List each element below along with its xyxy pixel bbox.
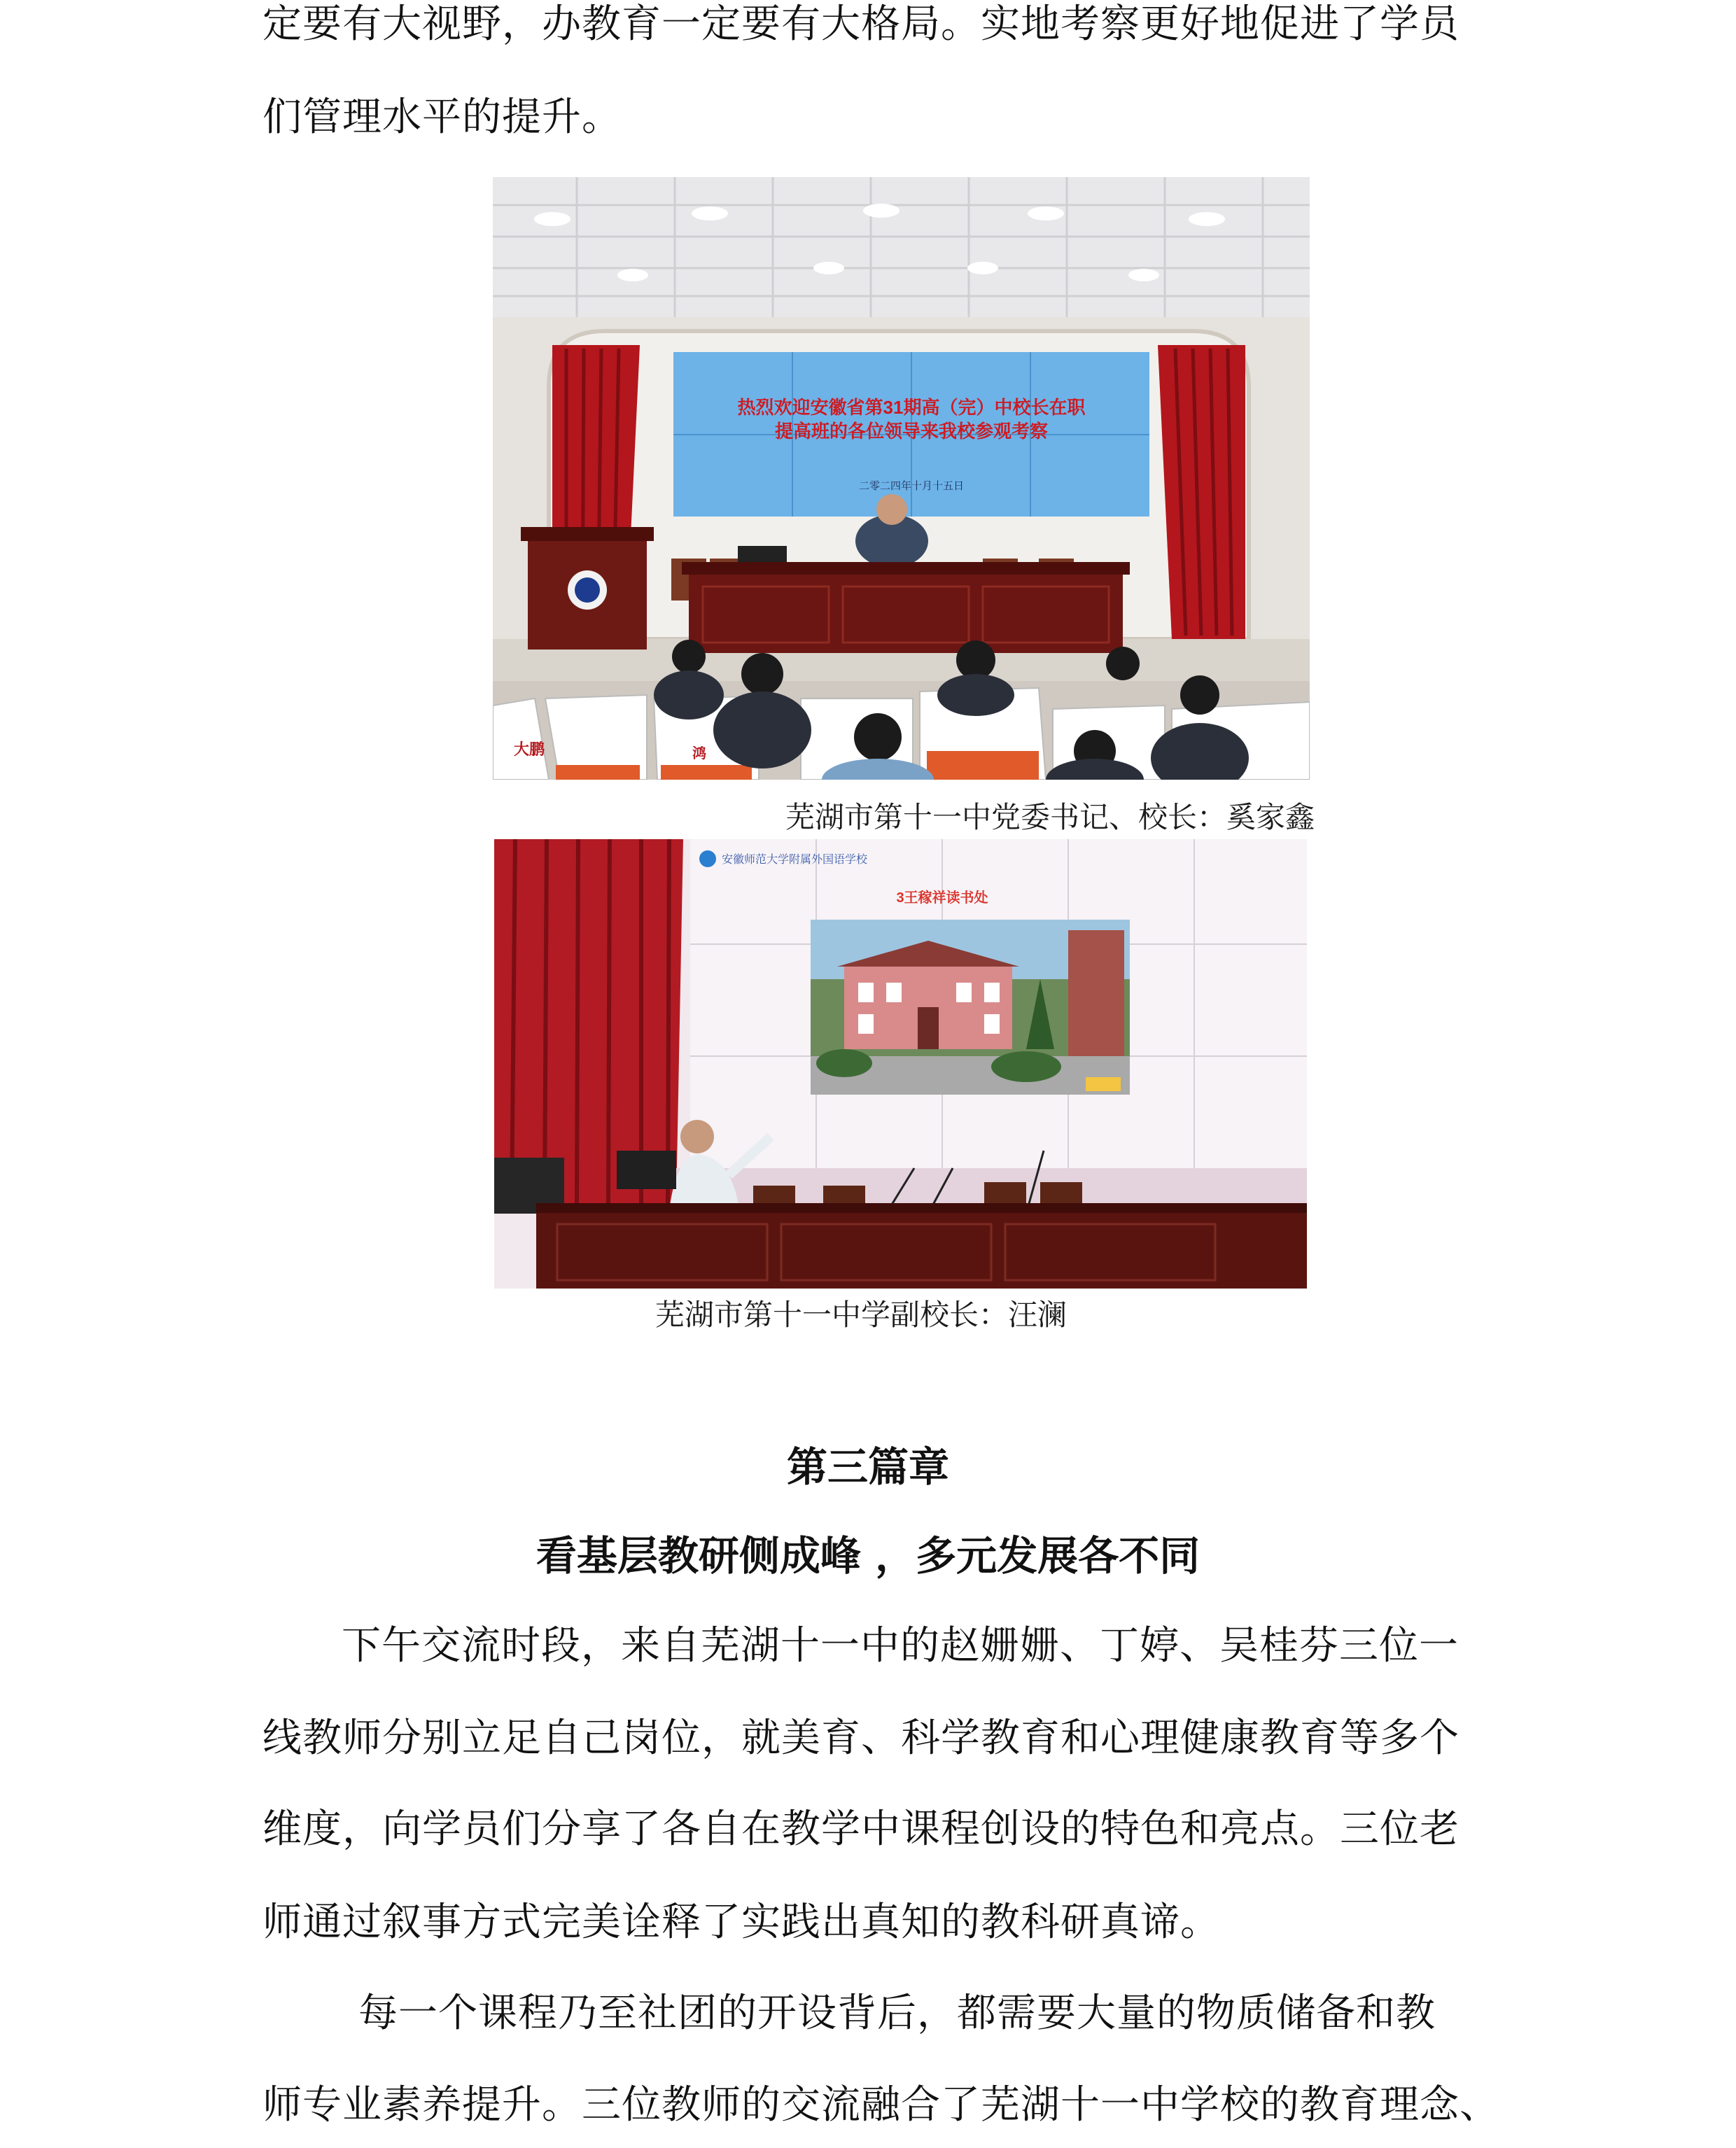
paragraph-1-line-1: 下午交流时段，来自芜湖十一中的赵姗姗、丁婷、吴桂芬三位一	[342, 1623, 1459, 1669]
photo-caption-1: 芜湖市第十一中党委书记、校长：奚家鑫	[785, 800, 1315, 834]
paragraph-2-line-1: 每一个课程乃至社团的开设背后，都需要大量的物质储备和教	[358, 1991, 1436, 2036]
paragraph-2-line-2: 师专业素养提升。三位教师的交流融合了芜湖十一中学校的教育理念、	[262, 2082, 1499, 2128]
intro-text-line-2: 们管理水平的提升。	[262, 94, 622, 140]
photo-caption-2: 芜湖市第十一中学副校长：汪澜	[655, 1298, 1068, 1332]
seat-label-1: 大鹏	[514, 740, 545, 758]
screen-date: 二零二四年十月十五日	[858, 480, 965, 492]
presentation-photo	[494, 839, 1307, 1289]
chapter-label: 第三篇章	[786, 1443, 949, 1491]
auditorium-photo	[493, 177, 1310, 780]
intro-text-line-1: 定要有大视野，办教育一定要有大格局。实地考察更好地促进了学员	[262, 1, 1460, 47]
screen-welcome-line-2: 提高班的各位领导来我校参观考察	[774, 421, 1049, 442]
paragraph-1-line-3: 维度，向学员们分享了各自在教学中课程创设的特色和亮点。三位老	[262, 1806, 1460, 1852]
slide-header: 安徽师范大学附属外国语学校	[722, 854, 868, 866]
paragraph-1-line-2: 线教师分别立足自己岗位，就美育、科学教育和心理健康教育等多个	[262, 1715, 1460, 1761]
slide-title: 3王稼祥读书处	[896, 890, 988, 906]
chapter-title: 看基层教研侧成峰 ，多元发展各不同	[536, 1532, 1200, 1580]
paragraph-1-line-4: 师通过叙事方式完美诠释了实践出真知的教科研真谛。	[262, 1900, 1220, 1945]
seat-label-2: 鸿	[692, 746, 706, 761]
screen-welcome-line-1: 热烈欢迎安徽省第31期高（完）中校长在职	[737, 397, 1086, 418]
